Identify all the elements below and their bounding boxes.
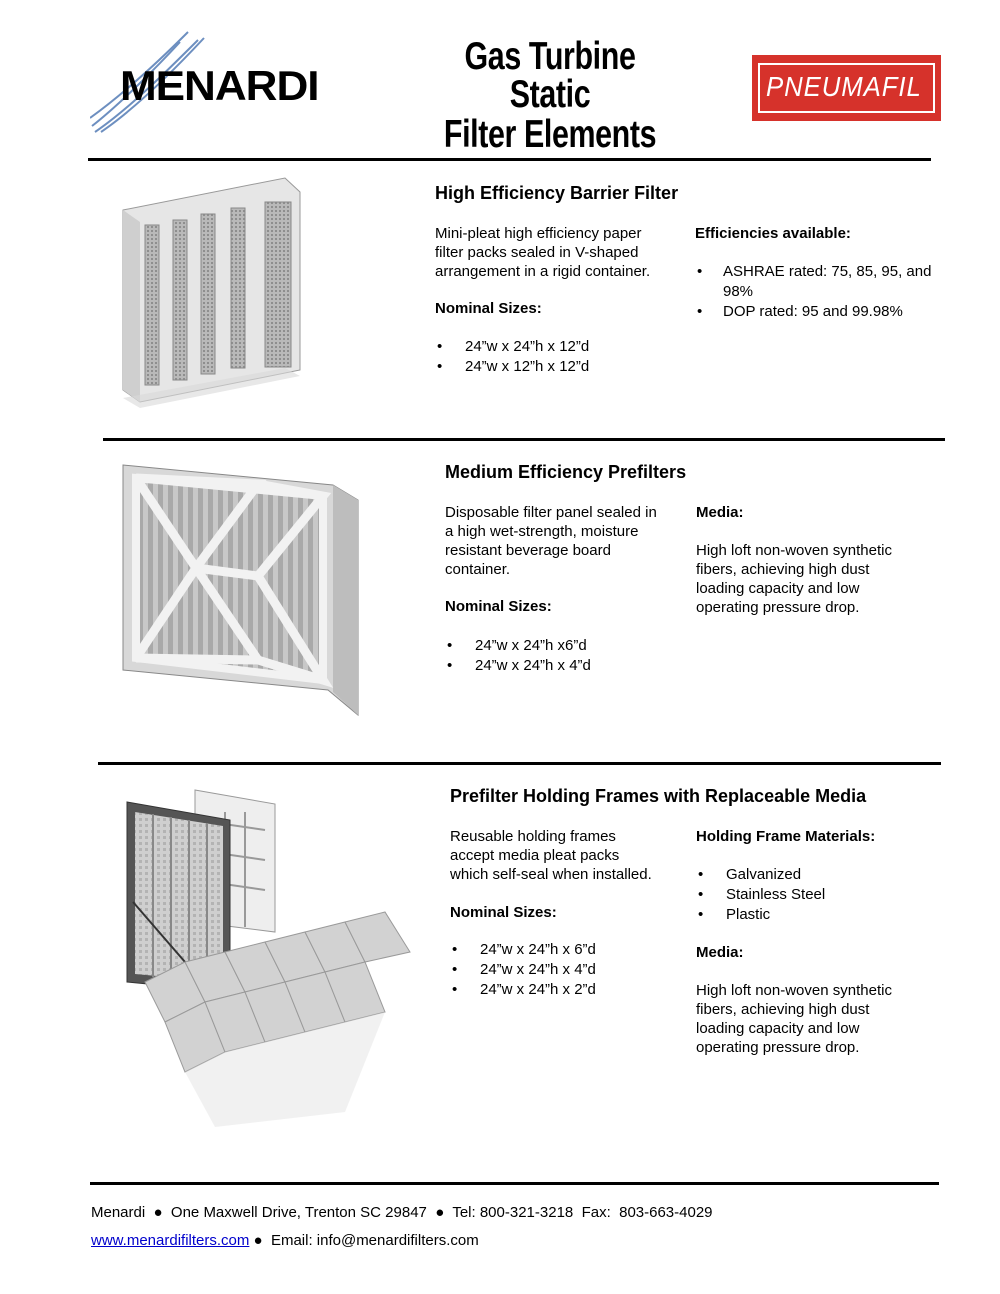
section-2-sizes-list: [445, 636, 591, 676]
section-2-media-text: [696, 541, 892, 617]
barrier-filter-image: [115, 170, 310, 410]
section-2-heading: Medium Efficiency Prefilters: [445, 462, 687, 482]
description-line: Mini-pleat high efficiency paper: [435, 225, 642, 242]
section-3-right-label: Holding Frame Materials:: [696, 828, 876, 845]
section-2-right-label: Media:: [696, 504, 744, 521]
pneumafil-logo: [752, 55, 941, 121]
media-line: High loft non-woven synthetic: [696, 542, 892, 559]
footer-email: ● Email: info@menardifilters.com: [249, 1232, 479, 1249]
size-item: • 24”w x 24”h x 4”d: [450, 960, 596, 980]
efficiency-item: • ASHRAE rated: 75, 85, 95, and 98%: [695, 262, 935, 302]
description-line: container.: [445, 561, 511, 578]
menardi-logo: [90, 28, 360, 138]
holding-frame-image: [115, 782, 415, 1132]
description-line: which self-seal when installed.: [450, 866, 652, 883]
section-1-sizes-label: Nominal Sizes:: [435, 300, 542, 317]
media-line: fibers, achieving high dust: [696, 1001, 870, 1018]
media-line: operating pressure drop.: [696, 599, 860, 616]
size-item: • 24”w x 24”h x 4”d: [445, 656, 591, 676]
menardi-wordmark: MENARDI: [120, 62, 319, 109]
description-line: Reusable holding frames: [450, 828, 616, 845]
section-1-heading: High Efficiency Barrier Filter: [435, 183, 679, 203]
footer-web-line: [91, 1231, 479, 1250]
website-link[interactable]: www.menardifilters.com: [91, 1232, 250, 1249]
description-line: Disposable filter panel sealed in: [445, 504, 657, 521]
description-line: a high wet-strength, moisture: [445, 523, 639, 540]
size-item: • 24”w x 24”h x 2”d: [450, 980, 596, 1000]
section-2-divider: [98, 762, 941, 765]
media-line: loading capacity and low: [696, 1020, 860, 1037]
section-3-sizes-label: Nominal Sizes:: [450, 904, 557, 921]
footer-divider: [90, 1182, 939, 1185]
section-3-description: [450, 827, 652, 884]
section-2-description: [445, 503, 657, 579]
section-1-divider: [103, 438, 945, 441]
title-line-2: Filter Elements: [443, 113, 657, 156]
section-2-sizes-label: Nominal Sizes:: [445, 598, 552, 615]
size-item: • 24”w x 12”h x 12”d: [435, 357, 589, 377]
section-1-description: [435, 224, 650, 281]
media-line: operating pressure drop.: [696, 1039, 860, 1056]
section-3-media-text: [696, 981, 892, 1057]
page-title: [429, 35, 671, 156]
material-item: • Stainless Steel: [696, 885, 825, 905]
section-3-sizes-list: [450, 940, 596, 1000]
media-line: fibers, achieving high dust: [696, 561, 870, 578]
size-item: • 24”w x 24”h x 6”d: [450, 940, 596, 960]
prefilter-panel-image: [118, 460, 363, 735]
section-1-right-label: Efficiencies available:: [695, 225, 851, 242]
description-line: resistant beverage board: [445, 542, 611, 559]
efficiency-item: • DOP rated: 95 and 99.98%: [695, 302, 935, 322]
material-item: • Galvanized: [696, 865, 825, 885]
material-item: • Plastic: [696, 905, 825, 925]
efficiencies-list: [695, 262, 935, 322]
size-item: • 24”w x 24”h x6”d: [445, 636, 591, 656]
description-line: accept media pleat packs: [450, 847, 620, 864]
description-line: filter packs sealed in V-shaped: [435, 244, 639, 261]
section-3-heading: Prefilter Holding Frames with Replaceable Media: [450, 786, 867, 806]
media-line: loading capacity and low: [696, 580, 860, 597]
header-divider: [88, 158, 931, 161]
footer-contact-line: Menardi ● One Maxwell Drive, Trenton SC 29847 ● Tel: 800-321-3218 Fax: 803-663-4029: [91, 1204, 713, 1221]
size-item: • 24”w x 24”h x 12”d: [435, 337, 589, 357]
section-1-sizes-list: [435, 337, 589, 377]
pneumafil-wordmark: PNEUMAFIL: [766, 71, 922, 102]
description-line: arrangement in a rigid container.: [435, 263, 651, 280]
section-3-media-label: Media:: [696, 944, 744, 961]
media-line: High loft non-woven synthetic: [696, 982, 892, 999]
frame-materials-list: [696, 865, 825, 925]
title-line-1: Gas Turbine Static: [464, 35, 636, 116]
